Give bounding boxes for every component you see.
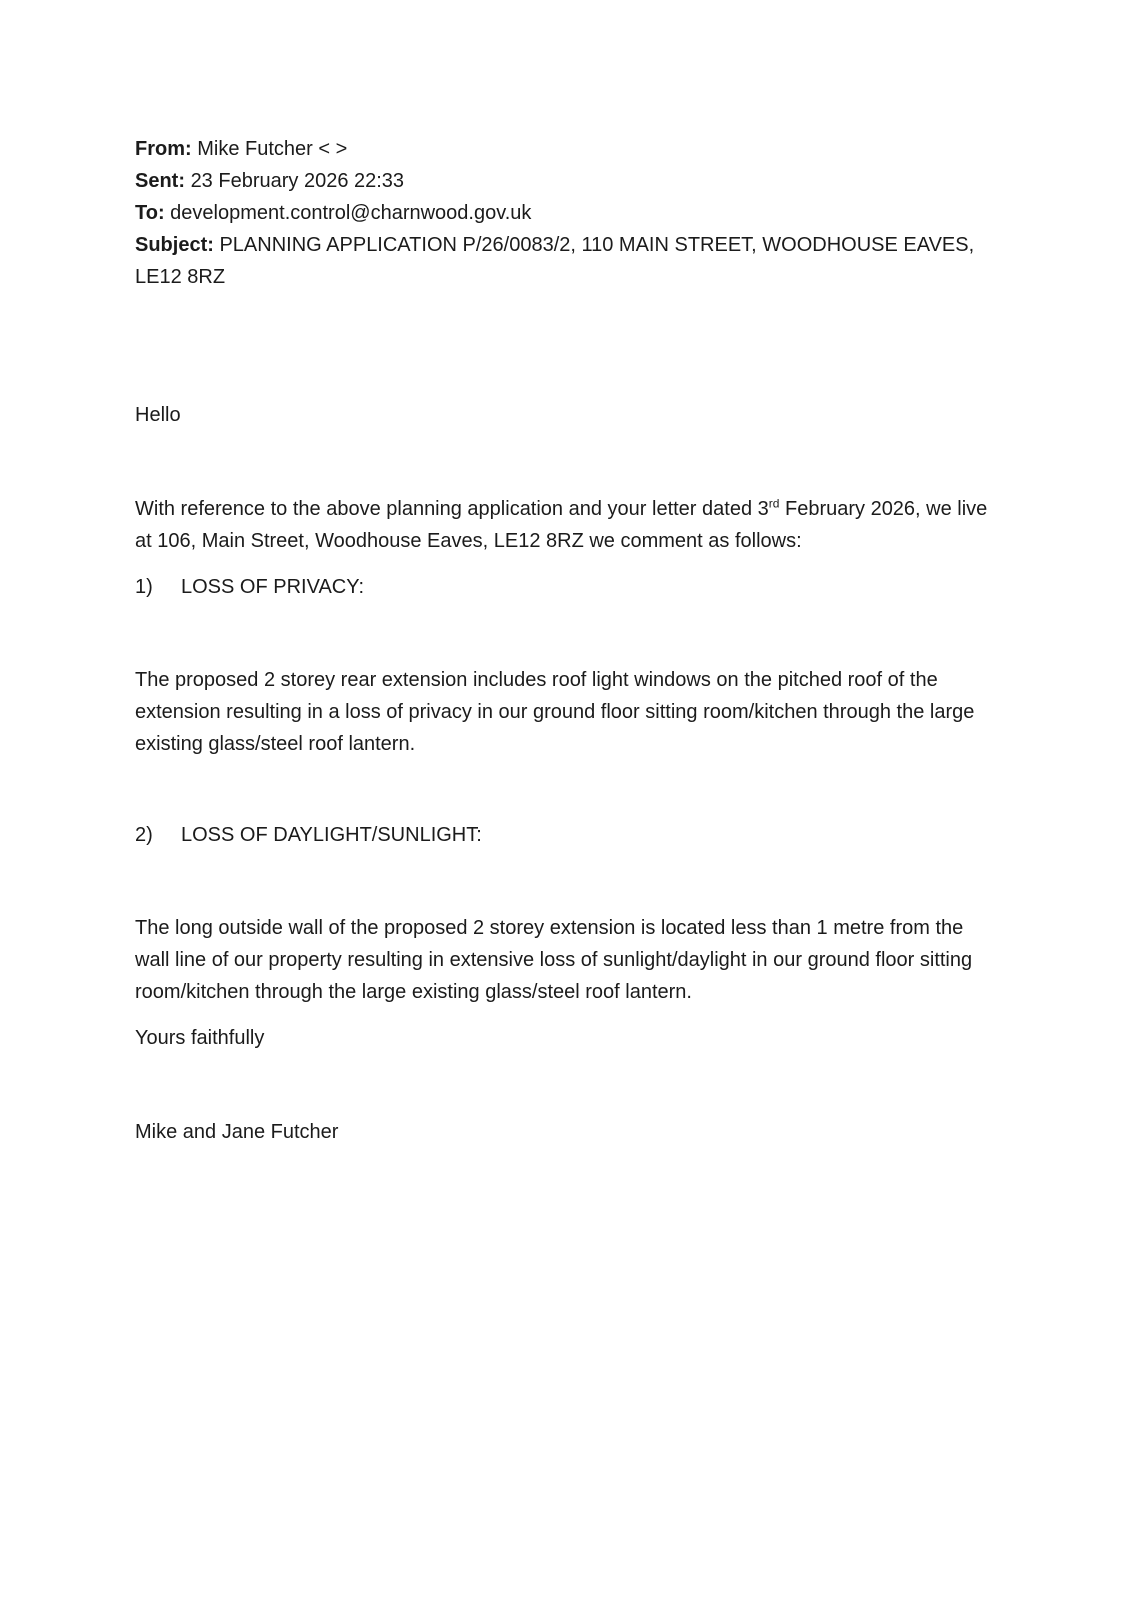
to-value: development.control@charnwood.gov.uk (170, 202, 532, 224)
greeting: Hello (135, 404, 181, 426)
from-value: Mike Futcher < > (197, 138, 348, 160)
email-header-sent (135, 165, 992, 197)
intro-text-before: With reference to the above planning application and your letter dated 3 (135, 498, 769, 520)
ordinal-superscript: rd (768, 496, 780, 511)
email-header-subject (135, 229, 992, 293)
item-1-title: LOSS OF PRIVACY: (181, 576, 365, 598)
closing: Yours faithfully (135, 1027, 265, 1049)
email-header (135, 133, 992, 293)
item-2-number: 2) (135, 824, 153, 846)
item-2-paragraph: The long outside wall of the proposed 2 storey extension is located less than 1 metre from the wall line of our property resulting in extensive loss of sunlight/daylight in our ground floor sitting room/kitchen through the large existing glass/steel roof lantern. (135, 917, 973, 1003)
item-2-heading (135, 819, 992, 851)
item-1-heading (135, 571, 992, 603)
email-header-from (135, 133, 992, 165)
sent-label: Sent: (135, 170, 185, 192)
item-1-number: 1) (135, 576, 153, 598)
intro-paragraph (135, 493, 992, 557)
to-label: To: (135, 202, 165, 224)
signature: Mike and Jane Futcher (135, 1121, 339, 1143)
item-2-title: LOSS OF DAYLIGHT/SUNLIGHT: (181, 824, 482, 846)
email-header-to (135, 197, 992, 229)
subject-value: PLANNING APPLICATION P/26/0083/2, 110 MAIN STREET, WOODHOUSE EAVES, LE12 8RZ (135, 234, 975, 288)
sent-value: 23 February 2026 22:33 (190, 170, 405, 192)
item-1-paragraph: The proposed 2 storey rear extension includes roof light windows on the pitched roof of the extension resulting in a loss of privacy in our ground floor sitting room/kitchen through the large existing glass/steel roof lantern. (135, 669, 975, 755)
from-label: From: (135, 138, 192, 160)
subject-label: Subject: (135, 234, 214, 256)
intro-text-after: February 2026, we live at 106, Main Street, Woodhouse Eaves, LE12 8RZ we comment as follows: (135, 498, 988, 552)
